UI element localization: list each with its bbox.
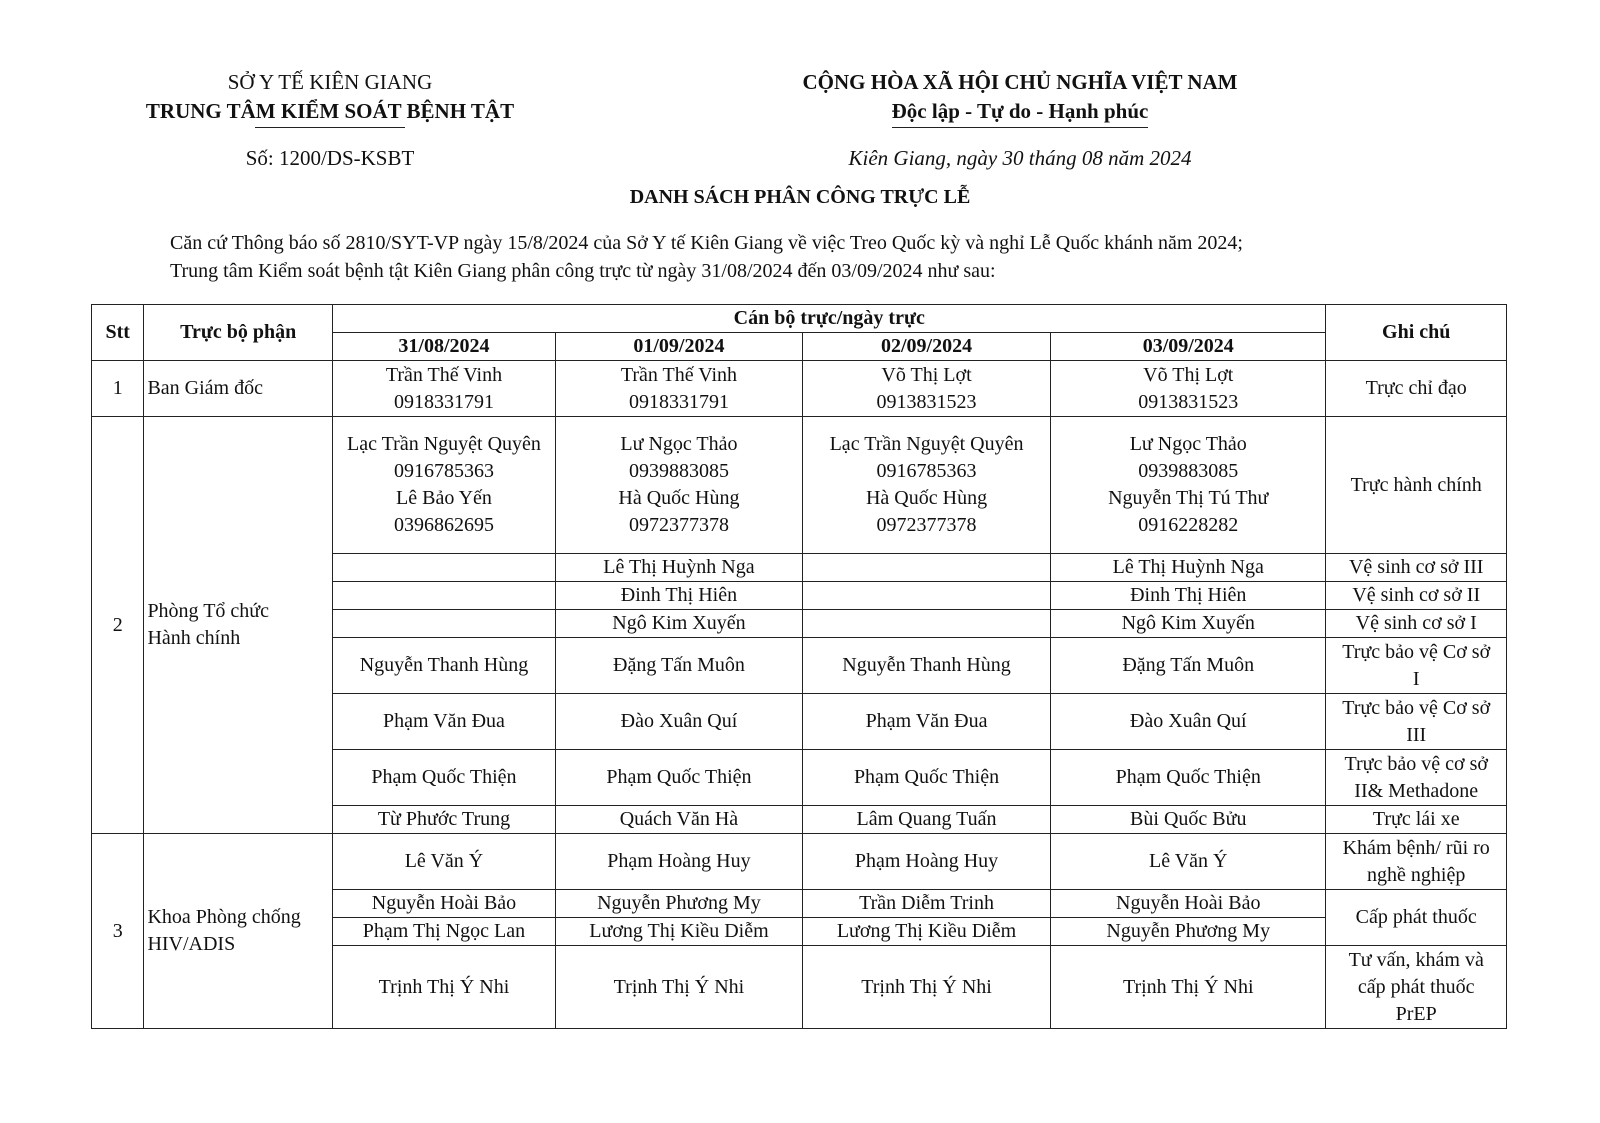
cell-line: Lư Ngọc Thảo [620, 433, 738, 455]
department-cell [144, 417, 333, 834]
staff-cell [1051, 417, 1326, 554]
cell-line: Phạm Thị Ngọc Lan [362, 920, 526, 942]
intro-line-2: Trung tâm Kiểm soát bệnh tật Kiên Giang phân công trực từ ngày 31/08/2024 đến 03/09/2024 như sau: [170, 260, 996, 282]
cell-line: Đặng Tấn Muôn [613, 654, 745, 676]
note-cell [1326, 582, 1507, 610]
header-left [90, 68, 570, 173]
table-row [92, 834, 1507, 890]
cell-line: Trực bảo vệ Cơ sở [1342, 696, 1491, 719]
cell-line: Cấp phát thuốc [1355, 906, 1477, 928]
staff-cell [555, 834, 802, 890]
cell-line: Đinh Thị Hiên [1130, 584, 1247, 606]
cell-line: Lạc Trần Nguyệt Quyên [347, 433, 541, 455]
cell-line: 0396862695 [393, 514, 494, 536]
cell-line: 0939883085 [1138, 460, 1239, 482]
staff-cell [555, 554, 802, 582]
staff-cell [802, 554, 1050, 582]
cell-line: Đào Xuân Quí [1129, 710, 1247, 732]
staff-cell [333, 694, 556, 750]
cell-line: Nguyễn Hoài Bảo [1116, 892, 1261, 914]
staff-cell [1051, 554, 1326, 582]
department-cell [144, 361, 333, 417]
header-department: Trực bộ phận [144, 305, 333, 361]
cell-line: III [1406, 723, 1427, 746]
note-cell [1326, 946, 1507, 1029]
cell-line: 0972377378 [628, 514, 729, 536]
staff-cell [555, 946, 802, 1029]
note-cell [1326, 638, 1507, 694]
cell-line: Lê Văn Ý [1149, 850, 1228, 872]
staff-cell [802, 694, 1050, 750]
note-cell [1326, 417, 1507, 554]
cell-line: Nguyễn Phương My [1106, 920, 1271, 942]
cell-line: 0918331791 [393, 390, 494, 413]
stt-cell: 3 [92, 834, 144, 1029]
staff-cell [333, 554, 556, 582]
cell-line: Trực hành chính [1350, 473, 1482, 496]
cell-line: Lâm Quang Tuấn [856, 808, 997, 830]
cell-line: Phạm Văn Đua [383, 710, 505, 732]
document-title: DANH SÁCH PHÂN CÔNG TRỰC LỄ [629, 186, 971, 208]
cell-line: Trần Thế Vinh [385, 363, 503, 386]
staff-cell [1051, 694, 1326, 750]
cell-line: 0913831523 [876, 390, 977, 413]
note-cell [1326, 554, 1507, 582]
staff-cell [802, 806, 1050, 834]
staff-cell [333, 890, 556, 918]
staff-cell [555, 918, 802, 946]
stt-cell: 2 [92, 417, 144, 834]
cell-line: Phạm Quốc Thiện [371, 766, 517, 788]
note-cell [1326, 361, 1507, 417]
cell-line: Trịnh Thị Ý Nhi [378, 975, 510, 998]
staff-cell [1051, 890, 1326, 918]
staff-cell [555, 806, 802, 834]
header-date: 02/09/2024 [802, 333, 1050, 361]
cell-line: 0916785363 [393, 460, 494, 482]
staff-cell [333, 946, 556, 1029]
cell-line: Phạm Quốc Thiện [606, 766, 752, 788]
cell-line: Vệ sinh cơ sở III [1348, 556, 1484, 578]
cell-line: Nguyễn Phương My [597, 892, 761, 914]
staff-cell [333, 610, 556, 638]
cell-line: 0913831523 [1138, 390, 1239, 413]
cell-line: Phạm Văn Đua [865, 710, 988, 732]
cell-line: Võ Thị Lợt [1143, 363, 1234, 386]
cell-line: nghề nghiệp [1367, 863, 1466, 886]
staff-cell [333, 806, 556, 834]
cell-line: Đào Xuân Quí [620, 710, 738, 732]
cell-line: PrEP [1395, 1002, 1437, 1025]
cell-line: Lư Ngọc Thảo [1129, 433, 1247, 455]
roster-body [92, 361, 1507, 1029]
cell-line: Lê Thị Huỳnh Nga [1112, 556, 1264, 578]
cell-line: Lương Thị Kiều Diễm [589, 920, 769, 942]
staff-cell [802, 361, 1050, 417]
staff-cell [333, 834, 556, 890]
department-cell [144, 834, 333, 1029]
cell-line: Từ Phước Trung [377, 808, 511, 830]
note-cell [1326, 806, 1507, 834]
staff-cell [555, 417, 802, 554]
cell-line: Phạm Quốc Thiện [1115, 766, 1261, 788]
intro-line-1: Căn cứ Thông báo số 2810/SYT-VP ngày 15/8/2024 của Sở Y tế Kiên Giang về việc Treo Quốc kỳ và nghỉ Lễ Quốc khánh năm 2024; [170, 232, 1243, 254]
staff-cell [802, 890, 1050, 918]
cell-line: Trịnh Thị Ý Nhi [1122, 975, 1254, 998]
cell-line: 0916228282 [1138, 514, 1239, 536]
staff-cell [1051, 582, 1326, 610]
cell-line: Trần Diễm Trinh [859, 892, 994, 914]
agency-name: SỞ Y TẾ KIÊN GIANG [227, 70, 433, 94]
cell-line: Nguyễn Thanh Hùng [359, 654, 529, 676]
header-date: 01/09/2024 [555, 333, 802, 361]
staff-cell [333, 638, 556, 694]
cell-line: Trực bảo vệ Cơ sở [1342, 640, 1491, 663]
cell-line: Phạm Hoàng Huy [854, 850, 999, 872]
country-name: CỘNG HÒA XÃ HỘI CHỦ NGHĨA VIỆT NAM [802, 70, 1238, 94]
staff-cell [1051, 834, 1326, 890]
cell-line: Lương Thị Kiều Diễm [836, 920, 1017, 942]
header-note: Ghi chú [1326, 305, 1507, 361]
cell-line: Bùi Quốc Bửu [1130, 808, 1247, 830]
cell-line: Trần Thế Vinh [620, 363, 738, 386]
note-cell [1326, 694, 1507, 750]
cell-line: 0918331791 [628, 390, 729, 413]
cell-line: Trực lái xe [1372, 808, 1460, 830]
cell-line: Trực chỉ đạo [1365, 377, 1467, 399]
cell-line: Vệ sinh cơ sở I [1355, 612, 1477, 634]
table-row [92, 417, 1507, 554]
staff-cell [555, 750, 802, 806]
staff-cell [555, 610, 802, 638]
staff-cell [1051, 750, 1326, 806]
note-cell [1326, 750, 1507, 806]
staff-cell [802, 750, 1050, 806]
cell-line: Đặng Tấn Muôn [1122, 654, 1255, 676]
staff-cell [802, 582, 1050, 610]
cell-line: Đinh Thị Hiên [620, 584, 738, 606]
center-underline [255, 127, 405, 128]
staff-cell [555, 890, 802, 918]
staff-cell [802, 834, 1050, 890]
note-cell [1326, 610, 1507, 638]
cell-line: Quách Văn Hà [619, 808, 739, 830]
cell-line: Hành chính [147, 627, 241, 649]
staff-cell [333, 918, 556, 946]
cell-line: Lê Thị Huỳnh Nga [603, 556, 755, 578]
cell-line: Lê Văn Ý [404, 850, 484, 872]
staff-cell [1051, 361, 1326, 417]
staff-cell [555, 638, 802, 694]
header-staff-by-date: Cán bộ trực/ngày trực [333, 305, 1326, 333]
staff-cell [802, 638, 1050, 694]
cell-line: Phạm Hoàng Huy [607, 850, 751, 872]
staff-cell [1051, 638, 1326, 694]
staff-cell [555, 361, 802, 417]
staff-cell [333, 750, 556, 806]
national-motto: Độc lập - Tự do - Hạnh phúc [892, 97, 1149, 128]
stt-cell: 1 [92, 361, 144, 417]
header-right [740, 68, 1300, 173]
staff-cell [1051, 946, 1326, 1029]
header-stt: Stt [92, 305, 144, 361]
cell-line: Ban Giám đốc [147, 377, 263, 399]
place-date: Kiên Giang, ngày 30 tháng 08 năm 2024 [848, 146, 1192, 170]
cell-line: Nguyễn Thanh Hùng [842, 654, 1011, 676]
cell-line: Phòng Tổ chức [147, 600, 270, 622]
cell-line: HIV/ADIS [147, 933, 236, 955]
cell-line: Ngô Kim Xuyến [612, 612, 746, 634]
cell-line: Phạm Quốc Thiện [853, 766, 1000, 788]
center-name: TRUNG TÂM KIỂM SOÁT BỆNH TẬT [145, 99, 515, 123]
cell-line: Lạc Trần Nguyệt Quyên [829, 433, 1024, 455]
staff-cell [333, 582, 556, 610]
cell-line: Trịnh Thị Ý Nhi [613, 975, 745, 998]
cell-line: Lê Bảo Yến [396, 487, 492, 509]
cell-line: Ngô Kim Xuyến [1121, 612, 1255, 634]
note-cell [1326, 834, 1507, 890]
cell-line: 0916785363 [876, 460, 977, 482]
staff-cell [1051, 918, 1326, 946]
cell-line: Vệ sinh cơ sở II [1352, 584, 1481, 606]
staff-cell [1051, 610, 1326, 638]
cell-line: Nguyễn Hoài Bảo [371, 892, 517, 914]
staff-cell [802, 610, 1050, 638]
cell-line: 0939883085 [628, 460, 729, 482]
staff-cell [333, 361, 556, 417]
cell-line: Trực bảo vệ cơ sở [1344, 752, 1488, 775]
cell-line: Tư vấn, khám và [1348, 948, 1484, 971]
staff-cell [1051, 806, 1326, 834]
staff-cell [555, 582, 802, 610]
cell-line: cấp phát thuốc [1357, 975, 1475, 998]
cell-line: Khám bệnh/ rũi ro [1342, 836, 1490, 859]
document-number: Số: 1200/DS-KSBT [245, 146, 415, 170]
header-date: 03/09/2024 [1051, 333, 1326, 361]
cell-line: Hà Quốc Hùng [618, 487, 740, 509]
staff-cell [802, 946, 1050, 1029]
cell-line: Khoa Phòng chống [147, 906, 301, 928]
staff-cell [333, 417, 556, 554]
cell-line: Hà Quốc Hùng [865, 487, 988, 509]
cell-line: I [1412, 667, 1420, 690]
cell-line: II& Methadone [1354, 779, 1479, 802]
staff-cell [555, 694, 802, 750]
cell-line: 0972377378 [876, 514, 977, 536]
table-row [92, 361, 1507, 417]
duty-roster-table [91, 304, 1507, 1029]
staff-cell [802, 918, 1050, 946]
staff-cell [802, 417, 1050, 554]
cell-line: Trịnh Thị Ý Nhi [861, 975, 992, 998]
note-cell [1326, 890, 1507, 946]
header-date: 31/08/2024 [333, 333, 556, 361]
cell-line: Võ Thị Lợt [881, 363, 972, 386]
cell-line: Nguyễn Thị Tú Thư [1108, 487, 1269, 509]
